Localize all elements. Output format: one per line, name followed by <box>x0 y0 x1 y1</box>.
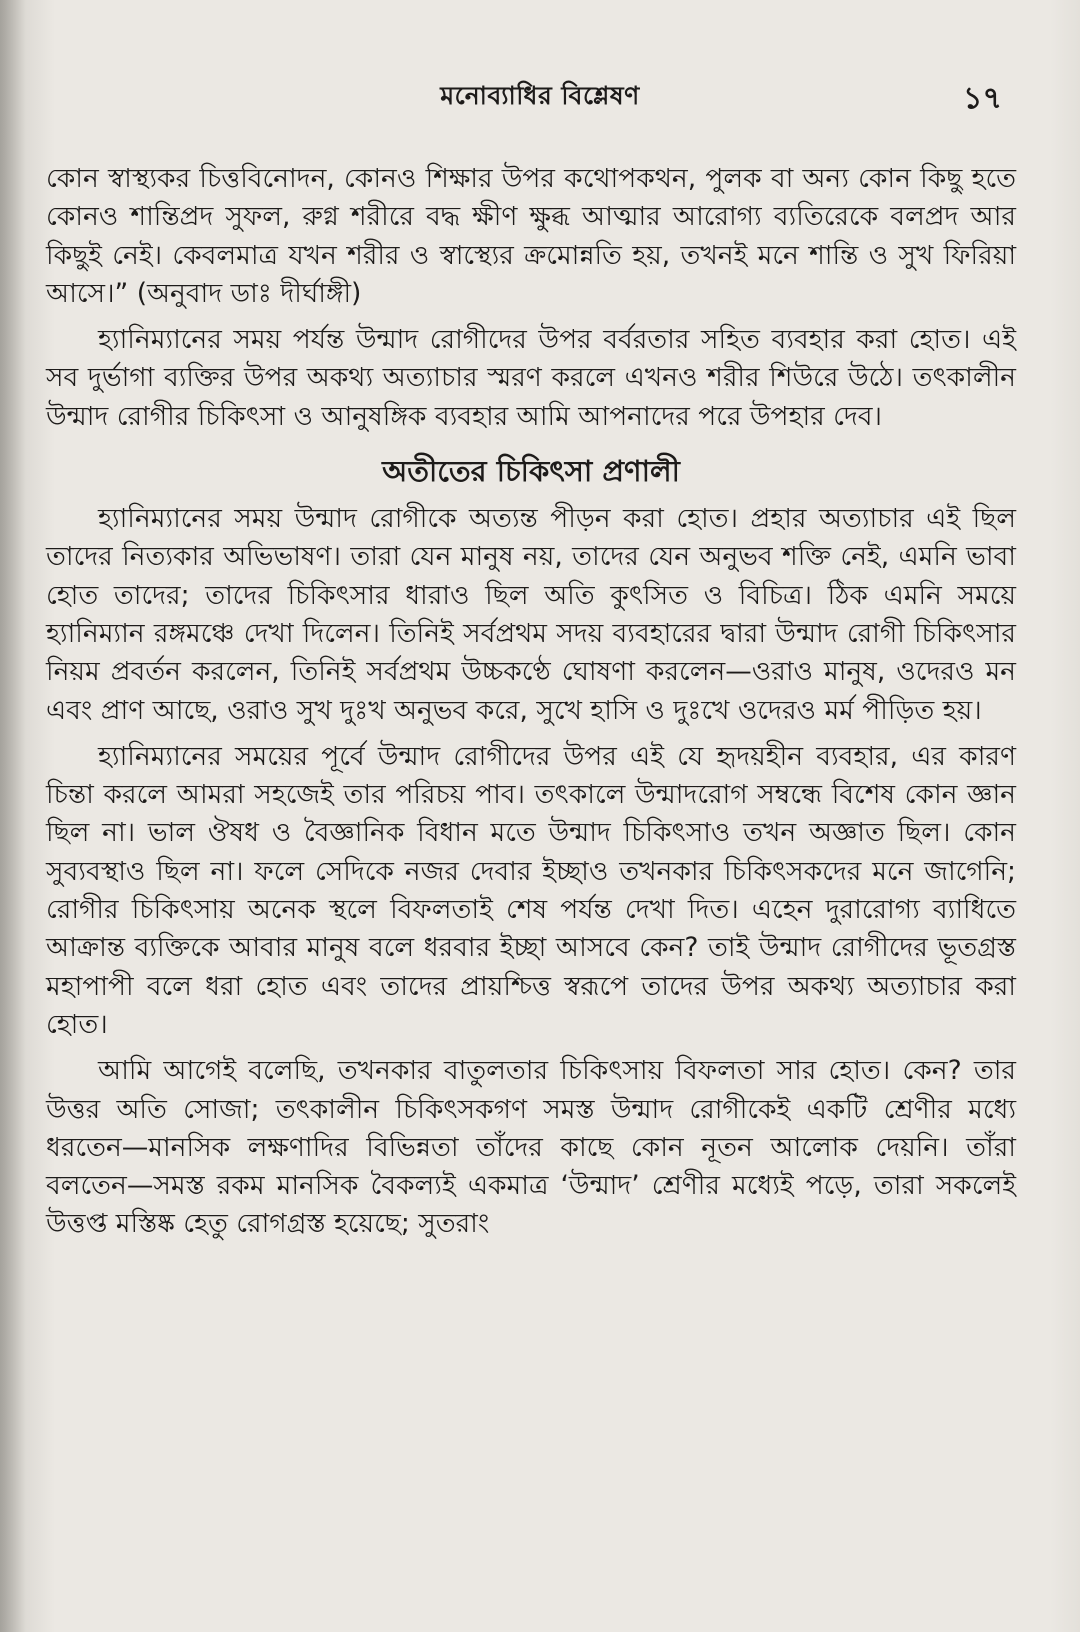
paragraph: হ্যানিম্যানের সময়ের পূর্বে উন্মাদ রোগীদের উপর এই যে হৃদয়হীন ব্যবহার, এর কারণ চিন্তা করলে আমরা সহজেই তার পরিচয় পাব। তৎকালে উন্মাদরোগ সম্বন্ধে বিশেষ কোন জ্ঞান ছিল না। ভাল ঔষধ ও বৈজ্ঞানিক বিধান মতে উন্মাদ চিকিৎসাও তখন অজ্ঞাত ছিল। কোন সুব্যবস্থাও ছিল না। ফলে সেদিকে নজর দেবার ইচ্ছাও তখনকার চিকিৎসকদের মনে জাগেনি; রোগীর চিকিৎসায় অনেক স্থলে বিফলতাই শেষ পর্যন্ত দেখা দিত। এহেন দুরারোগ্য ব্যাধিতে আক্রান্ত ব্যক্তিকে আবার মানুষ বলে ধরবার ইচ্ছা আসবে কেন? তাই উন্মাদ রোগীদের ভূতগ্রস্ত মহাপাপী বলে ধরা হোত এবং তাদের প্রায়শ্চিত্ত স্বরূপে তাদের উপর অকথ্য অত্যাচার করা হোত। <box>46 740 1016 1040</box>
paragraph: হ্যানিম্যানের সময় উন্মাদ রোগীকে অত্যন্ত পীড়ন করা হোত। প্রহার অত্যাচার এই ছিল তাদের নিত্যকার অভিভাষণ। তারা যেন মানুষ নয়, তাদের যেন অনুভব শক্তি নেই, এমনি ভাবা হোত তাদের; তাদের চিকিৎসার ধারাও ছিল অতি কুৎসিত ও বিচিত্র। ঠিক এমনি সময়ে হ্যানিম্যান রঙ্গমঞ্চে দেখা দিলেন। তিনিই সর্বপ্রথম সদয় ব্যবহারের দ্বারা উন্মাদ রোগী চিকিৎসার নিয়ম প্রবর্তন করলেন, তিনিই সর্বপ্রথম উচ্চকণ্ঠে ঘোষণা করলেন—ওরাও মানুষ, ওদেরও মন এবং প্রাণ আছে, ওরাও সুখ দুঃখ অনুভব করে, সুখে হাসি ও দুঃখে ওদেরও মর্ম পীড়িত হয়। <box>46 503 1016 726</box>
page-number: ১৭ <box>963 81 1002 116</box>
page-header <box>0 76 1080 116</box>
section-heading: অতীতের চিকিৎসা প্রণালী <box>382 454 680 489</box>
paragraph-gap <box>46 313 1016 321</box>
paragraph: হ্যানিম্যানের সময় পর্যন্ত উন্মাদ রোগীদের উপর বর্বরতার সহিত ব্যবহার করা হোত। এই সব দুর্ভাগা ব্যক্তির উপর অকথ্য অত্যাচার স্মরণ করলে এখনও শরীর শিউরে উঠে। তৎকালীন উন্মাদ রোগীর চিকিৎসা ও আনুষঙ্গিক ব্যবহার আমি আপনাদের পরে উপহার দেব। <box>46 324 1016 432</box>
paragraph-gap <box>46 1044 1016 1052</box>
running-title: মনোব্যাধির বিশ্লেষণ <box>440 81 640 110</box>
body-text <box>46 160 1016 1244</box>
binding-gutter-shadow <box>0 0 26 1632</box>
paragraph-quote-continuation: কোন স্বাস্থ্যকর চিত্তবিনোদন, কোনও শিক্ষার উপর কথোপকথন, পুলক বা অন্য কোন কিছু হতে কোনও শান্তিপ্রদ সুফল, রুগ্ন শরীরে বদ্ধ ক্ষীণ ক্ষুব্ধ আত্মার আরোগ্য ব্যতিরেকে বলপ্রদ আর কিছুই নেই। কেবলমাত্র যখন শরীর ও স্বাস্থ্যের ক্রমোন্নতি হয়, তখনই মনে শান্তি ও সুখ ফিরিয়া আসে।” (অনুবাদ ডাঃ দীর্ঘাঙ্গী) <box>46 163 1016 309</box>
paragraph-gap <box>46 730 1016 738</box>
paragraph: আমি আগেই বলেছি, তখনকার বাতুলতার চিকিৎসায় বিফলতা সার হোত। কেন? তার উত্তর অতি সোজা; তৎকালীন চিকিৎসকগণ সমস্ত উন্মাদ রোগীকেই একটি শ্রেণীর মধ্যে ধরতেন—মানসিক লক্ষণাদির বিভিন্নতা তাঁদের কাছে কোন নূতন আলোক দেয়নি। তাঁরা বলতেন—সমস্ত রকম মানসিক বৈকল্যই একমাত্র ‘উন্মাদ’ শ্রেণীর মধ্যেই পড়ে, তারা সকলেই উত্তপ্ত মস্তিষ্ক হেতু রোগগ্রস্ত হয়েছে; সুতরাং <box>46 1055 1016 1240</box>
